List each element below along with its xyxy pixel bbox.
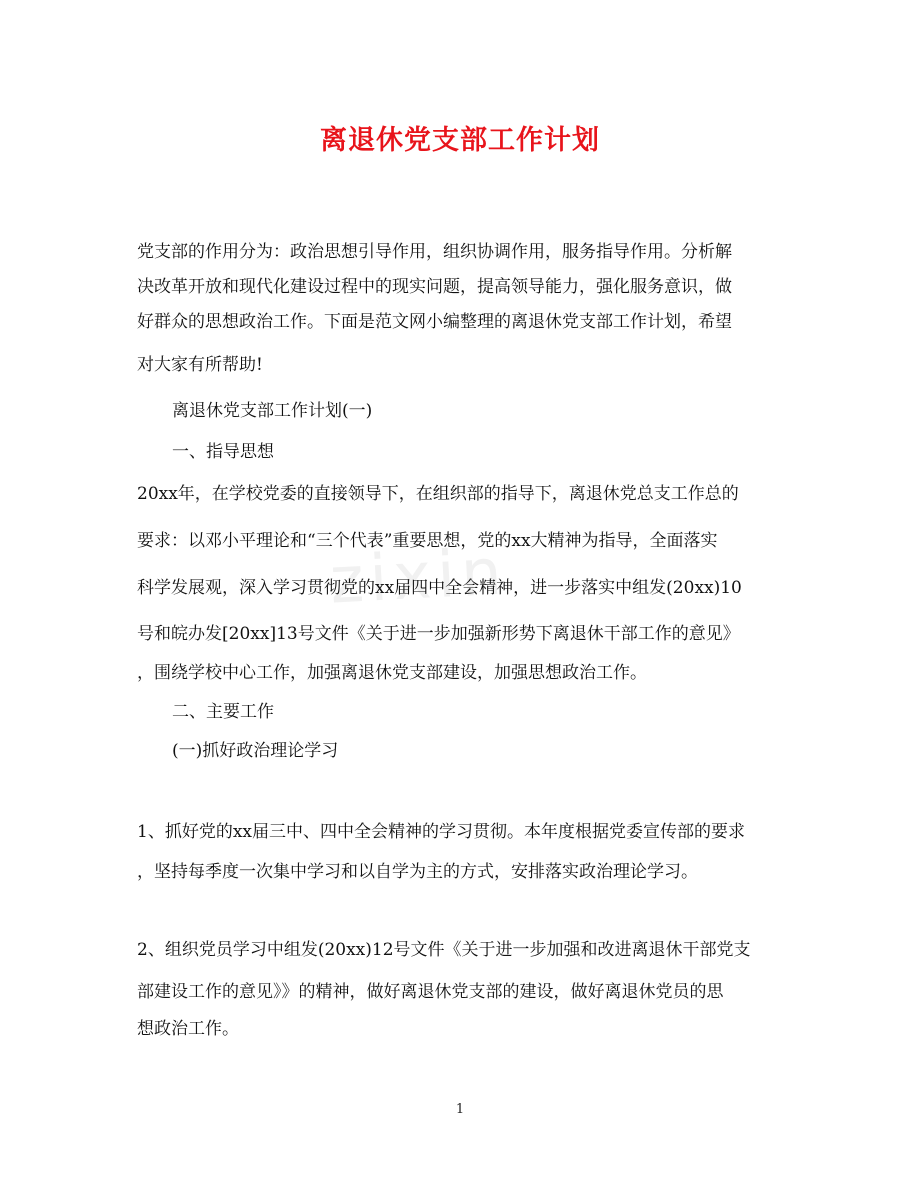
paragraph-line: 好群众的思想政治工作。下面是范文网小编整理的离退休党支部工作计划，希望: [137, 312, 732, 332]
subsection-heading: (一)抓好政治理论学习: [172, 741, 339, 761]
section-heading: 离退休党支部工作计划(一): [172, 401, 373, 421]
paragraph-line: 20xx年，在学校党委的直接领导下，在组织部的指导下，离退休党总支工作总的: [137, 484, 739, 504]
paragraph-line: 党支部的作用分为：政治思想引导作用，组织协调作用，服务指导作用。分析解: [137, 242, 732, 262]
paragraph-line: ，围绕学校中心工作，加强离退休党支部建设，加强思想政治工作。: [137, 663, 647, 683]
paragraph-line: 1、抓好党的xx届三中、四中全会精神的学习贯彻。本年度根据党委宣传部的要求: [137, 822, 745, 842]
paragraph-line: ，坚持每季度一次集中学习和以自学为主的方式，安排落实政治理论学习。: [137, 862, 698, 882]
page-number: 1: [455, 1102, 465, 1117]
paragraph-line: 2、组织党员学习中组发(20xx)12号文件《关于进一步加强和改进离退休干部党支: [137, 940, 751, 960]
paragraph-line: 要求：以邓小平理论和“三个代表”重要思想，党的xx大精神为指导，全面落实: [137, 531, 718, 551]
section-heading: 二、主要工作: [172, 702, 274, 722]
document-title: 离退休党支部工作计划: [320, 125, 600, 156]
paragraph-line: 号和皖办发[20xx]13号文件《关于进一步加强新形势下离退休干部工作的意见》: [137, 624, 740, 644]
paragraph-line: 想政治工作。: [137, 1019, 239, 1039]
paragraph-line: 对大家有所帮助!: [137, 355, 263, 375]
paragraph-line: 决改革开放和现代化建设过程中的现实问题，提高领导能力，强化服务意识，做: [137, 277, 732, 297]
section-heading: 一、指导思想: [172, 442, 274, 462]
paragraph-line: 科学发展观，深入学习贯彻党的xx届四中全会精神，进一步落实中组发(20xx)10: [137, 578, 742, 598]
paragraph-line: 部建设工作的意见》》的精神，做好离退休党支部的建设，做好离退休党员的思: [137, 982, 724, 1002]
watermark: zixin: [328, 535, 510, 619]
